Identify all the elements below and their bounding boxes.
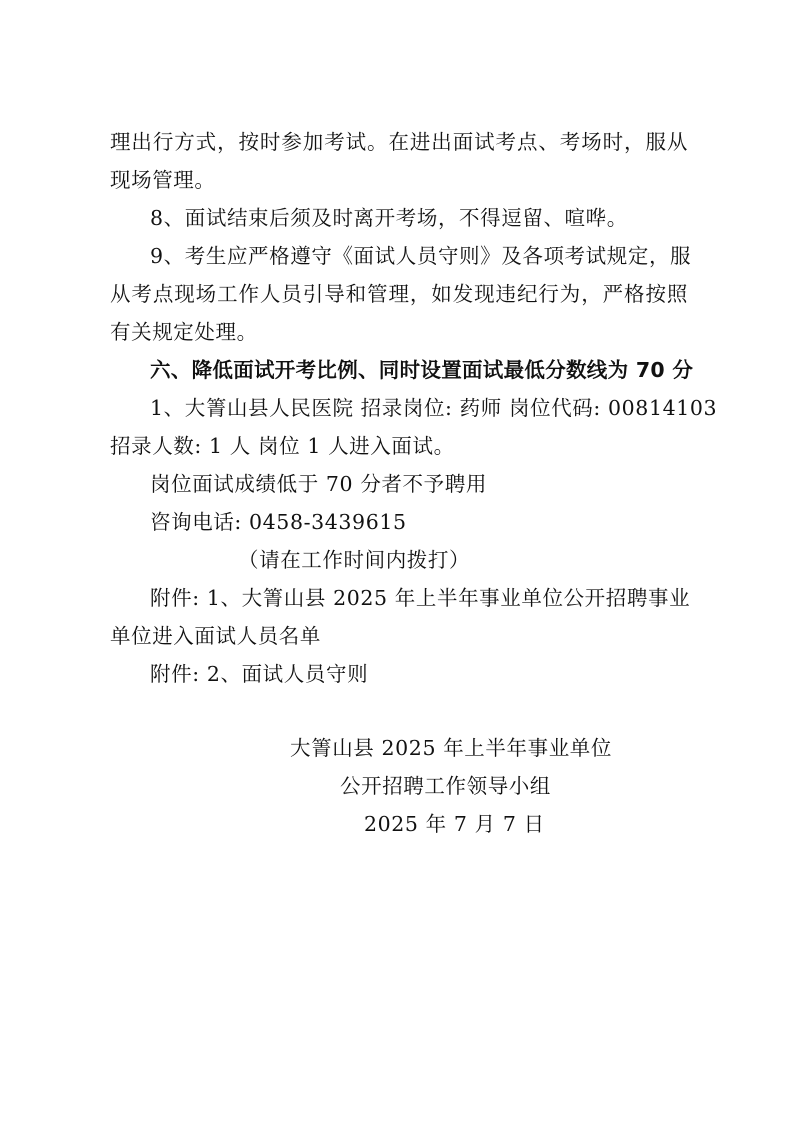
consult-phone: 咨询电话: 0458-3439615 xyxy=(150,510,407,534)
signature-org-line1: 大箐山县 2025 年上半年事业单位 xyxy=(290,736,613,760)
attachment-1: 附件: 1、大箐山县 2025 年上半年事业单位公开招聘事业 xyxy=(150,586,691,610)
signature-org-line2: 公开招聘工作领导小组 xyxy=(340,774,551,798)
score-requirement: 岗位面试成绩低于 70 分者不予聘用 xyxy=(150,472,487,496)
paragraph-line: 理出行方式，按时参加考试。在进出面试考点、考场时，服从 xyxy=(110,130,688,154)
paragraph-line: 单位进入面试人员名单 xyxy=(110,624,321,648)
paragraph-line: 从考点现场工作人员引导和管理，如发现违纪行为，严格按照 xyxy=(110,282,688,306)
signature-date: 2025 年 7 月 7 日 xyxy=(364,812,545,836)
attachment-2: 附件: 2、面试人员守则 xyxy=(150,662,369,686)
recruit-count: 招录人数: 1 人 岗位 1 人进入面试。 xyxy=(110,434,455,458)
item-9: 9、考生应严格遵守《面试人员守则》及各项考试规定，服 xyxy=(150,244,692,268)
paragraph-line: 有关规定处理。 xyxy=(110,320,258,344)
paragraph-line: 现场管理。 xyxy=(110,168,216,192)
section-heading: 六、降低面试开考比例、同时设置面试最低分数线为 70 分 xyxy=(150,358,694,382)
position-info: 1、大箐山县人民医院 招录岗位: 药师 岗位代码: 00814103 xyxy=(150,396,718,420)
item-8: 8、面试结束后须及时离开考场，不得逗留、喧哗。 xyxy=(150,206,628,230)
phone-note: （请在工作时间内拨打） xyxy=(238,548,471,572)
